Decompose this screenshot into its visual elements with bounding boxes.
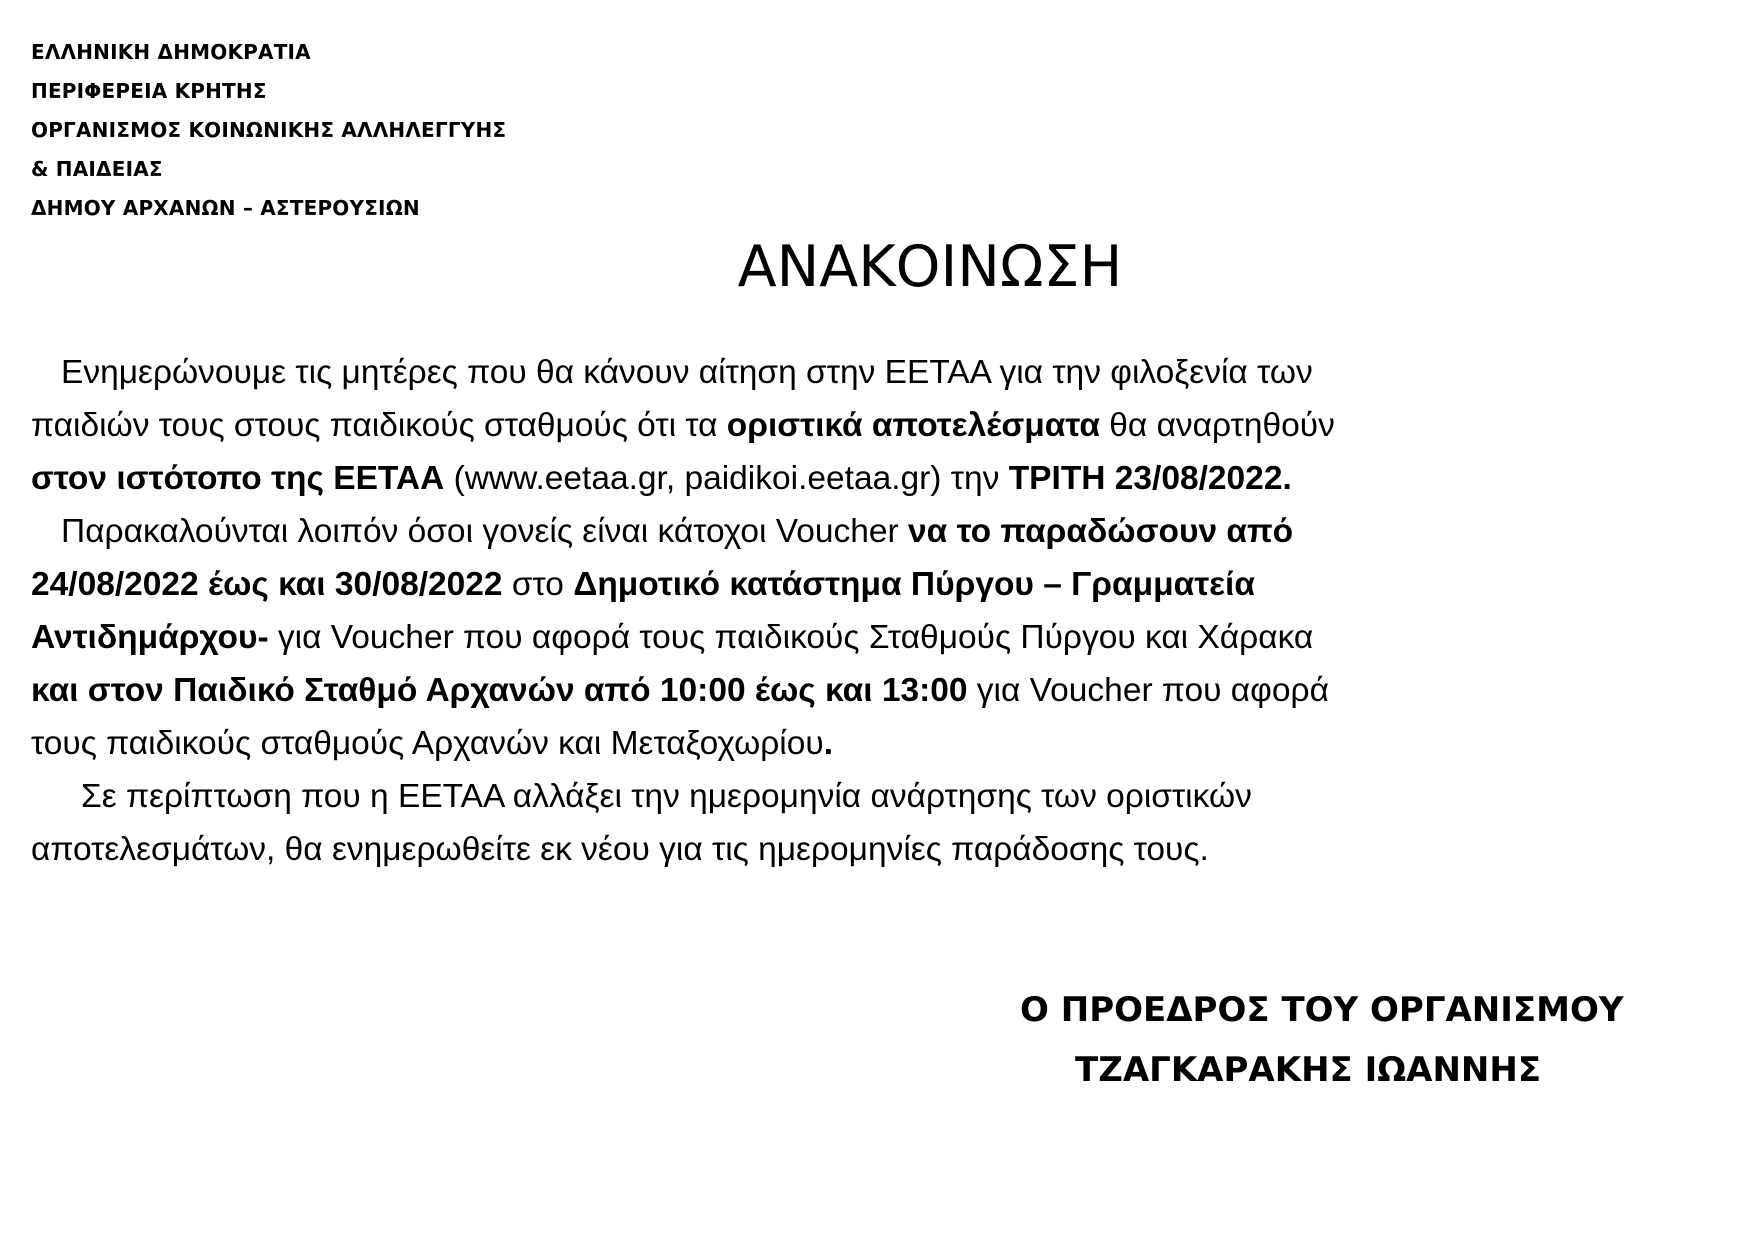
header-line-republic: ΕΛΛΗΝΙΚΗ ΔΗΜΟΚΡΑΤΙΑ: [31, 40, 311, 64]
body-line: [31, 505, 1731, 558]
body-text-urls: (www.eetaa.gr, paidikoi.eetaa.gr) την: [444, 460, 1009, 497]
body-line: [31, 717, 1731, 770]
header-line-education: & ΠΑΙΔΕΙΑΣ: [31, 157, 163, 181]
organization-header: [31, 33, 731, 228]
signature-name: ΤΖΑΓΚΑΡΑΚΗΣ ΙΩΑΝΝΗΣ: [1075, 1050, 1542, 1090]
body-text-bold-date: ΤΡΙΤΗ 23/08/2022.: [1008, 460, 1292, 497]
body-text: Ενημερώνουμε τις μητέρες που θα κάνουν αίτηση στην ΕΕΤΑΑ για την φιλοξενία των: [61, 354, 1313, 391]
body-text: στο: [502, 566, 574, 603]
header-line-region: ΠΕΡΙΦΕΡΕΙΑ ΚΡΗΤΗΣ: [31, 79, 267, 103]
announcement-body: [31, 346, 1731, 876]
body-text-bold-dates: 24/08/2022 έως και 30/08/2022: [31, 566, 503, 603]
announcement-title: ΑΝΑΚΟΙΝΩΣΗ: [737, 234, 1123, 300]
body-text: θα αναρτηθούν: [1099, 407, 1335, 444]
body-text-bold: Δημοτικό κατάστημα Πύργου – Γραμματεία: [573, 566, 1255, 603]
body-text-bold: οριστικά αποτελέσματα: [726, 407, 1100, 444]
body-text-bold: στον ιστότοπο της ΕΕΤΑΑ: [31, 460, 445, 497]
body-line: [31, 664, 1731, 717]
body-line: [31, 452, 1731, 505]
body-text: Σε περίπτωση που η ΕΕΤΑΑ αλλάξει την ημερομηνία ανάρτησης των οριστικών: [81, 778, 1252, 815]
body-text-bold: να το παραδώσουν από: [908, 513, 1294, 550]
body-text: τους παιδικούς σταθμούς Αρχανών και Μεταξοχωρίου: [31, 725, 824, 762]
body-text: αποτελεσμάτων, θα ενημερωθείτε εκ νέου για τις ημερομηνίες παράδοσης τους.: [31, 831, 1209, 868]
body-line: [31, 611, 1731, 664]
header-line-organization: ΟΡΓΑΝΙΣΜΟΣ ΚΟΙΝΩΝΙΚΗΣ ΑΛΛΗΛΕΓΓΥΗΣ: [31, 118, 507, 142]
body-text: παιδιών τους στους παιδικούς σταθμούς ότι τα: [31, 407, 727, 444]
body-line: [31, 346, 1731, 399]
body-text: Παρακαλούνται λοιπόν όσοι γονείς είναι κάτοχοι Voucher: [61, 513, 909, 550]
body-text: για Voucher που αφορά: [967, 672, 1329, 709]
body-text-bold: .: [823, 725, 834, 762]
body-text-bold: Αντιδημάρχου-: [31, 619, 269, 656]
body-text-bold: και στον Παιδικό Σταθμό Αρχανών από 10:00 έως και 13:00: [31, 672, 968, 709]
body-line: [31, 823, 1731, 876]
header-line-municipality: ΔΗΜΟΥ ΑΡΧΑΝΩΝ – ΑΣΤΕΡΟΥΣΙΩΝ: [31, 196, 420, 220]
signature-role: Ο ΠΡΟΕΔΡΟΣ ΤΟΥ ΟΡΓΑΝΙΣΜΟΥ: [1020, 990, 1624, 1030]
body-text: για Voucher που αφορά τους παιδικούς Σταθμούς Πύργου και Χάρακα: [268, 619, 1314, 656]
body-line: [31, 558, 1731, 611]
body-line: [31, 399, 1731, 452]
body-line: [31, 770, 1731, 823]
